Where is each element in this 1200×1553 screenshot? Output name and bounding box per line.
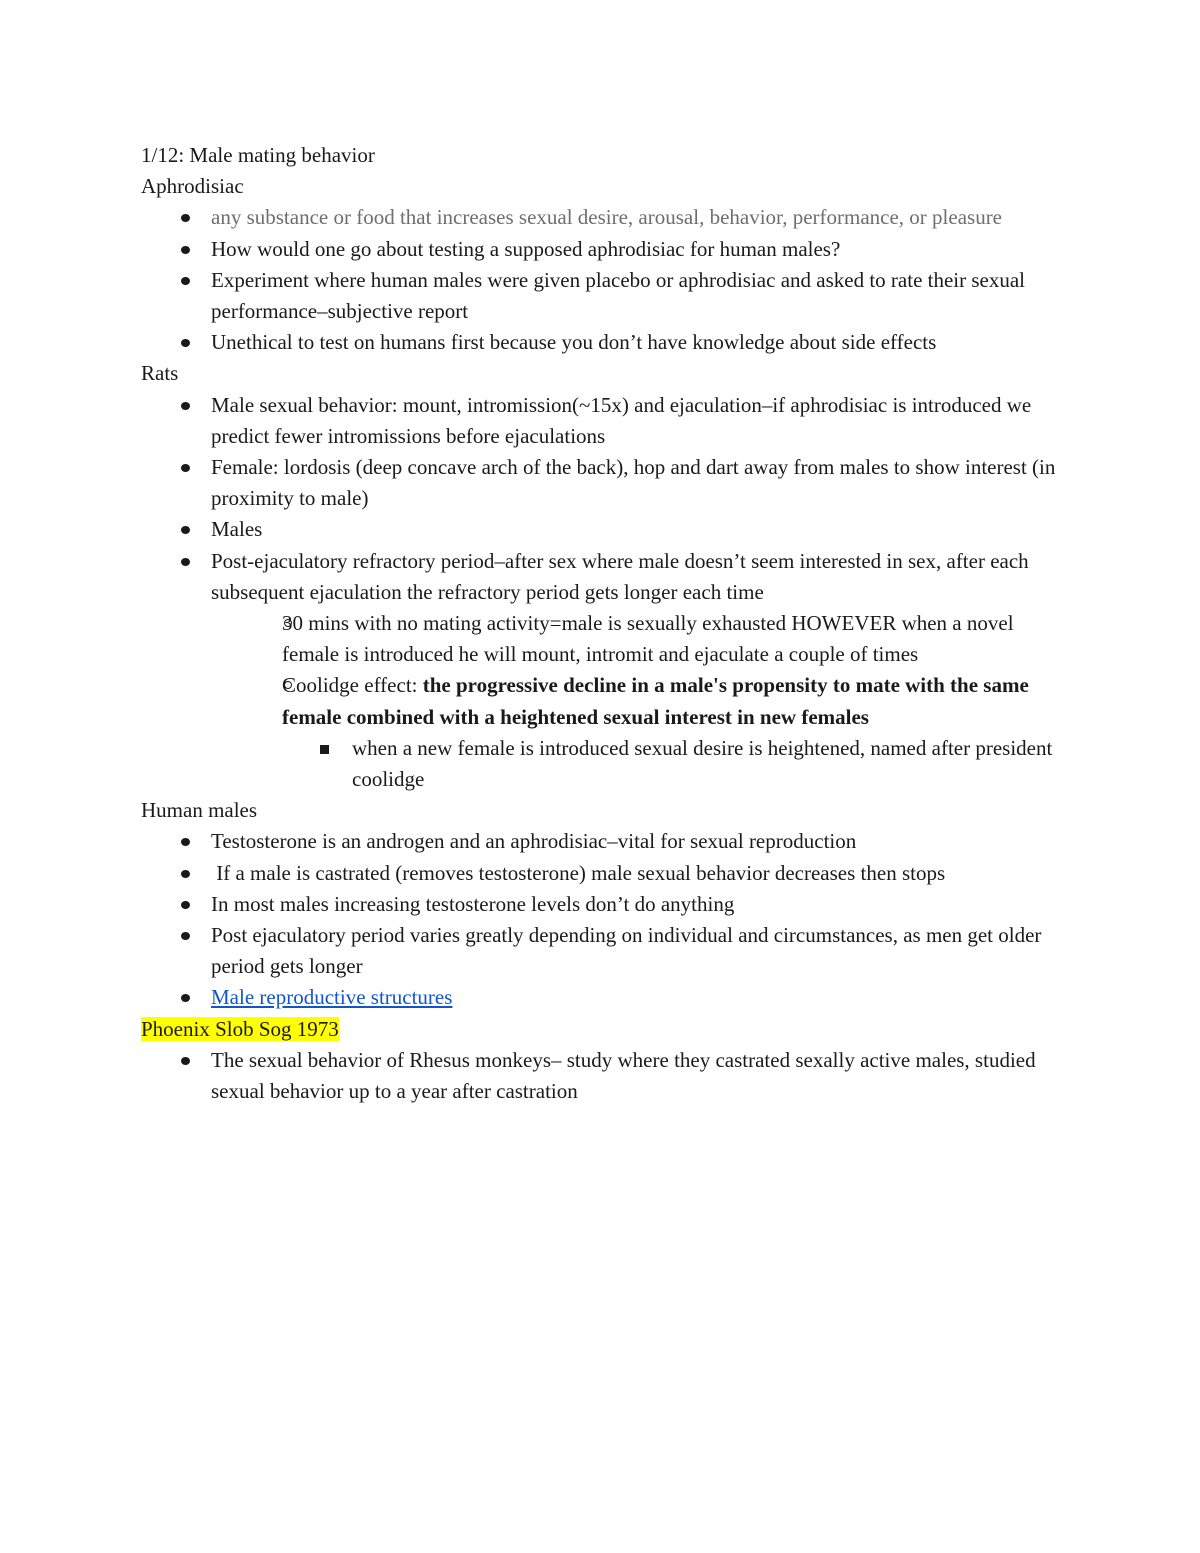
highlighted-heading: Phoenix Slob Sog 1973 [141,1016,339,1041]
list-item: The sexual behavior of Rhesus monkeys– study where they castrated sexally active males, studied sexual behavior up to a year after castration [141,1045,1071,1107]
human-males-list [141,826,1071,1013]
coolidge-definition: the progressive decline in a male's propensity to mate with the same female combined with a heightened sexual interest in new females [282,673,1029,729]
rats-list [141,390,1071,796]
list-item [211,670,1071,795]
list-item: Experiment where human males were given placebo or aphrodisiac and asked to rate their sexual performance–subjective report [141,265,1071,327]
list-item: Males [141,514,1071,545]
section-heading-rats: Rats [141,361,179,386]
list-item: 30 mins with no mating activity=male is sexually exhausted HOWEVER when a novel female is introduced he will mount, intromit and ejaculate a couple of times [211,608,1071,670]
section-heading-human-males: Human males [141,798,258,823]
list-item: Female: lordosis (deep concave arch of the back), hop and dart away from males to show interest (in proximity to male) [141,452,1071,514]
list-item [141,982,1071,1013]
section-heading-phoenix [141,1014,1071,1045]
list-item [141,546,1071,796]
page-title: 1/12: Male mating behavior [141,143,375,167]
list-item: when a new female is introduced sexual desire is heightened, named after president coolidge [282,733,1071,795]
list-item: Post ejaculatory period varies greatly depending on individual and circumstances, as men get older period gets longer [141,920,1071,982]
aphrodisiac-list [141,202,1071,358]
list-item: If a male is castrated (removes testosterone) male sexual behavior decreases then stops [141,858,1071,889]
list-item: Unethical to test on humans first because you don’t have knowledge about side effects [141,327,1071,358]
document-content [141,140,1071,1107]
coolidge-label: Coolidge effect: [282,673,423,698]
section-heading-aphrodisiac: Aphrodisiac [141,174,244,199]
refractory-period-text: Post-ejaculatory refractory period–after sex where male doesn’t seem interested in sex, after each subsequent ejaculation the refractory period gets longer each time [211,548,1029,604]
list-item: Testosterone is an androgen and an aphrodisiac–vital for sexual reproduction [141,826,1071,857]
list-item: Male sexual behavior: mount, intromission(~15x) and ejaculation–if aphrodisiac is introduced we predict fewer intromissions before ejaculations [141,390,1071,452]
list-item: any substance or food that increases sexual desire, arousal, behavior, performance, or pleasure [141,202,1071,233]
refractory-sublist [211,608,1071,795]
phoenix-list [141,1045,1071,1107]
list-item: How would one go about testing a supposed aphrodisiac for human males? [141,234,1071,265]
coolidge-sublist [282,733,1071,795]
list-item: In most males increasing testosterone levels don’t do anything [141,889,1071,920]
male-reproductive-structures-link[interactable]: Male reproductive structures [211,985,453,1010]
